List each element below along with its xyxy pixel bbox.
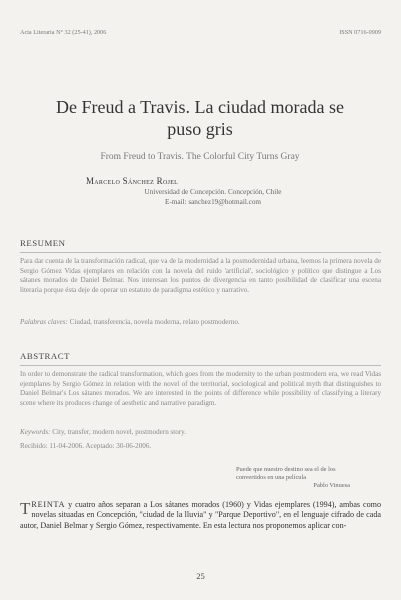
page-number: 25 [196,571,205,581]
keywords-value: Ciudad, transferencia, novela moderna, relato postmoderno. [69,318,240,326]
body-paragraph [20,500,381,531]
email-line[interactable]: E-mail: sanchez19@hotmail.com [164,197,262,206]
abstract-heading: ABSTRACT [20,351,70,361]
keywords-label: Palabras claves: [20,318,68,326]
epigraph-line: convertidos en una película [236,474,307,481]
author-name: Marcelo Sánchez Rojel [86,176,179,186]
body-text: y cuatro años separan a Los sátanes morados (1960) y Vidas ejemplares (1994), ambas como novelas situadas en Concepción, "ciudad de la lluvia" y "Parque Deportivo", en el lenguaje cifrado de cada autor, Daniel Belmar y Sergio Gómez, respectivamente. En esta lectura nos proponemos aplicar con- [20,500,381,530]
received-dates: Recibido: 11-04-2006. Aceptado: 30-06-2006. [20,442,152,450]
epigraph [236,466,354,490]
article-title: De Freud a Travis. La ciudad morada se puso gris [56,97,344,139]
section-divider [20,365,381,366]
article-subtitle-en: From Freud to Travis. The Colorful City Turns Gray [100,152,300,162]
epigraph-author: Pablo Vinuesa [313,482,350,489]
author-affiliation [123,188,303,207]
resumen-heading: RESUMEN [20,238,66,248]
affiliation-line: Universidad de Concepción. Concepción, Chile [144,188,282,196]
abstract-text: In order to demonstrate the radical transformation, which goes from the modernity to the urban postmodern era, we read Vidas ejemplares by Sergio Gómez in relation with the novel of the territorial, sociological and political myth that distinguishes to Daniel Belmar's Los sátanes morados. We are interested in the points of difference while possibility of classifying a literary scene where its produces change of aesthetic and narrative paradigm. [20,370,381,407]
epigraph-line: Puede que nuestro destino sea el de los [236,466,336,473]
issn-header: ISSN 0716-0909 [339,29,381,36]
resumen-text: Para dar cuenta de la transformación radical, que va de la modernidad a la posmodernidad urbana, leemos la primera novela de Sergio Gómez Vidas ejemplares en relación con la novela del ruido 'artificial', sociológico y político que distingue a Los sátanes morados de Daniel Belmar. Nos interesan los puntos de divergencia en tanto posibilidad de clasificar una escena literaria porque ésta deje de operar un estatuto de paradigma estético y narrativo. [20,257,381,294]
journal-header: Acta Literaria N° 32 (25-41), 2006 [20,29,107,36]
resumen-keywords [20,318,381,328]
drop-cap: T [20,499,31,518]
abstract-keywords [20,428,381,438]
lead-word: REINTA [31,500,66,509]
keywords-value: City, transfer, modern novel, postmodern story. [52,428,187,436]
keywords-label: Keywords: [20,428,51,436]
section-divider [20,252,381,253]
